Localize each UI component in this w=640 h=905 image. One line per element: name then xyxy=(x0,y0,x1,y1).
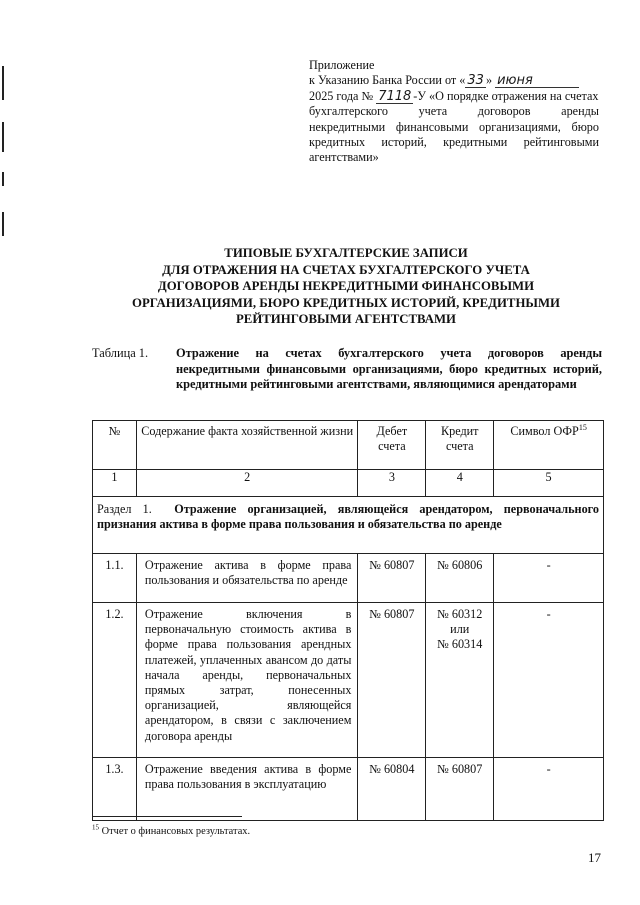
section-row xyxy=(93,497,604,554)
column-number-row xyxy=(93,470,604,497)
handwritten-number: 7118 xyxy=(378,88,412,104)
appendix-line: агентствами» xyxy=(309,150,379,165)
appendix-line-decree: к Указанию Банка России от « 33 » июня xyxy=(309,73,599,88)
scan-edge-mark xyxy=(2,172,4,186)
header-credit: Кредит счета xyxy=(426,421,494,470)
section-label: Раздел 1. xyxy=(97,502,152,516)
scan-edge-mark xyxy=(2,122,4,152)
col-number: 4 xyxy=(426,470,494,497)
handwritten-day: 33 xyxy=(467,73,484,89)
col-number: 3 xyxy=(358,470,426,497)
table-caption xyxy=(92,346,602,393)
header-content: Содержание факта хозяйственной жизни xyxy=(136,421,358,470)
table-header-row xyxy=(93,421,604,470)
row-no: 1.3. xyxy=(93,758,137,821)
appendix-block xyxy=(309,58,599,166)
table-row xyxy=(93,758,604,821)
entries-table xyxy=(92,420,604,821)
appendix-label: Приложение xyxy=(309,58,375,72)
section-text: Отражение организацией, являющейся арендатором, первоначального признания актива в форме права пользования и обязательства по аренде xyxy=(97,502,599,532)
row-symbol: - xyxy=(494,603,604,758)
row-credit: № 60806 xyxy=(426,554,494,603)
footnote-mark: 15 xyxy=(92,823,99,832)
row-symbol: - xyxy=(494,758,604,821)
row-no: 1.1. xyxy=(93,554,137,603)
appendix-line: кредитных историй, кредитными рейтинговыми xyxy=(309,135,599,150)
footnote-text: Отчет о финансовых результатах. xyxy=(99,826,251,837)
appendix-line-number: 2025 года № 7118 -У «О порядке отражения на счетах xyxy=(309,88,599,104)
footnote-ref: 15 xyxy=(578,422,587,432)
row-no: 1.2. xyxy=(93,603,137,758)
row-debit: № 60807 xyxy=(358,603,426,758)
document-title: ТИПОВЫЕ БУХГАЛТЕРСКИЕ ЗАПИСИ ДЛЯ ОТРАЖЕНИЯ НА СЧЕТАХ БУХГАЛТЕРСКОГО УЧЕТА ДОГОВОРОВ АРЕНДЫ НЕКРЕДИТНЫМИ ФИНАНСОВЫМИ ОРГАНИЗАЦИЯМИ, БЮРО КРЕДИТНЫХ ИСТОРИЙ, КРЕДИТНЫМИ РЕЙТИНГОВЫМИ АГЕНТСТВАМИ xyxy=(131,246,560,327)
table-caption-text: Отражение на счетах бухгалтерского учета договоров аренды некредитными финансовыми организациями, бюро кредитных историй, кредитными рейтинговыми агентствами, являющимися арендаторами xyxy=(176,346,602,392)
row-content: Отражение актива в форме права пользования и обязательства по аренде xyxy=(136,554,358,603)
appendix-line: некредитными финансовыми организациями, бюро xyxy=(309,119,599,134)
appendix-line: бухгалтерского учета договоров аренды xyxy=(309,104,599,119)
table-caption-label: Таблица 1. xyxy=(92,346,149,360)
row-credit: № 60807 xyxy=(426,758,494,821)
scan-edge-mark xyxy=(2,66,4,100)
col-number: 2 xyxy=(136,470,358,497)
handwritten-month: июня xyxy=(495,74,579,88)
scan-edge-mark xyxy=(2,212,4,236)
header-debit: Дебет счета xyxy=(358,421,426,470)
row-credit: № 60312 или № 60314 xyxy=(426,603,494,758)
table-row xyxy=(93,554,604,603)
section-heading xyxy=(93,497,603,537)
row-content: Отражение введения актива в форме права пользования в эксплуатацию xyxy=(136,758,358,821)
row-debit: № 60804 xyxy=(358,758,426,821)
footnote xyxy=(92,823,251,837)
col-number: 5 xyxy=(494,470,604,497)
row-debit: № 60807 xyxy=(358,554,426,603)
col-number: 1 xyxy=(93,470,137,497)
footnote-divider xyxy=(92,816,242,817)
header-symbol: Символ ОФР$^{15}$ xyxy=(494,421,604,470)
row-symbol: - xyxy=(494,554,604,603)
page-number: 17 xyxy=(588,850,601,865)
header-no: № xyxy=(93,421,137,470)
row-content: Отражение включения в первоначальную стоимость актива в форме права пользования арендных платежей, уплаченных авансом до даты начала аренды, первоначальных прямых затрат, понесенных организацией, являющейся арендатором, в связи с заключением договора аренды xyxy=(136,603,358,758)
table-row xyxy=(93,603,604,758)
